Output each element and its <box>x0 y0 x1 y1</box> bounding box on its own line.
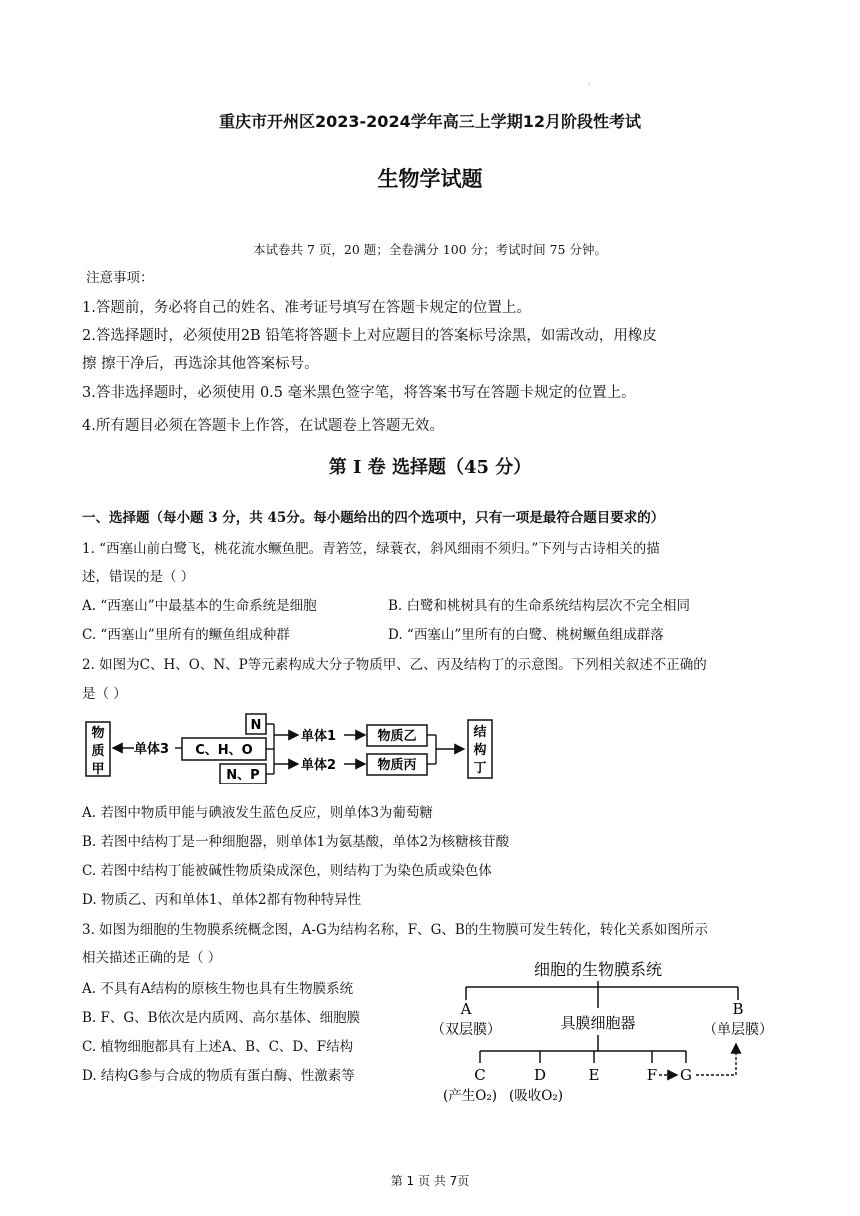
node-d: D <box>533 1066 547 1084</box>
q1-option-a: A. “西塞山”中最基本的生命系统是细胞 <box>82 598 317 614</box>
ding-char-1: 结 <box>473 725 487 740</box>
substance-yi: 物质乙 <box>377 729 417 744</box>
node-a-note: （双层膜） <box>431 1022 501 1038</box>
note-2-cont: 擦 擦干净后，再选涂其他答案标号。 <box>82 356 319 372</box>
node-a: A <box>460 1000 472 1018</box>
q1-stem: 1. “西塞山前白鹭飞，桃花流水鳜鱼肥。青箬笠，绿蓑衣，斜风细雨不须归。”下列与古诗相关的描 <box>82 541 660 557</box>
jia-char-3: 甲 <box>91 762 105 777</box>
note-4: 4.所有题目必须在答题卡上作答，在试题卷上答题无效。 <box>82 418 444 434</box>
note-1: 1.答题前，务必将自己的姓名、准考证号填写在答题卡规定的位置上。 <box>82 300 531 316</box>
q1-stem-cont: 述，错误的是（ ） <box>82 569 195 585</box>
exam-info: 本试卷共 7 页，20 题；全卷满分 100 分；考试时间 75 分钟。 <box>253 242 607 257</box>
q2-stem: 2. 如图为C、H、O、N、P等元素构成大分子物质甲、乙、丙及结构丁的示意图。下列相关叙述不正确的 <box>82 657 707 673</box>
note-3: 3.答非选择题时，必须使用 0.5 毫米黑色签字笔，将答案书写在答题卡规定的位置上。 <box>82 385 636 401</box>
node-c: C <box>474 1066 486 1084</box>
np-label: N、P <box>226 768 260 783</box>
q3-option-d: D. 结构G参与合成的物质有蛋白酶、性激素等 <box>82 1068 355 1084</box>
monomer3-label: 单体3 <box>134 742 170 757</box>
q2-option-a: A. 若图中物质甲能与碘液发生蓝色反应，则单体3为葡萄糖 <box>82 805 433 821</box>
ding-char-3: 丁 <box>473 761 487 776</box>
q3-stem: 3. 如图为细胞的生物膜系统概念图，A-G为结构名称，F、G、B的生物膜可发生转化，转化关系如图所示 <box>82 922 708 938</box>
q2-option-d: D. 物质乙、丙和单体1、单体2都有物种特异性 <box>82 892 362 908</box>
monomer2-label: 单体2 <box>301 758 337 773</box>
corner-mark: 。 <box>588 77 596 86</box>
q2-option-b: B. 若图中结构丁是一种细胞器，则单体1为氨基酸，单体2为核糖核苷酸 <box>82 834 510 850</box>
subject-title: 生物学试题 <box>377 167 483 191</box>
jia-char-2: 质 <box>91 744 105 759</box>
monomer1-label: 单体1 <box>301 729 337 744</box>
membrane-system-label: 细胞的生物膜系统 <box>533 960 663 979</box>
q3-option-b: B. F、G、B依次是内质网、高尔基体、细胞膜 <box>82 1010 361 1026</box>
node-f: F <box>646 1066 658 1084</box>
node-b-note: （单层膜） <box>703 1022 773 1038</box>
q1-option-b: B. 白鹭和桃树具有的生命系统结构层次不完全相同 <box>388 598 691 614</box>
page-footer: 第 1 页 共 7页 <box>390 1174 470 1188</box>
exam-title: 重庆市开州区2023-2024学年高三上学期12月阶段性考试 <box>219 112 641 131</box>
n-label: N <box>250 718 262 733</box>
notes-heading: 注意事项： <box>86 270 154 286</box>
q3-option-c: C. 植物细胞都具有上述A、B、C、D、F结构 <box>82 1039 354 1055</box>
q3-option-a: A. 不具有A结构的原核生物也具有生物膜系统 <box>82 981 354 997</box>
node-b: B <box>732 1000 744 1018</box>
node-e: E <box>588 1066 600 1084</box>
q1-option-c: C. “西塞山”里所有的鳜鱼组成种群 <box>82 627 290 643</box>
q3-membrane-diagram <box>420 952 780 1112</box>
q2-element-diagram <box>80 708 520 784</box>
q3-stem-cont: 相关描述正确的是（ ） <box>82 950 222 966</box>
part-title: 一、选择题（每小题 3 分，共 45分。每小题给出的四个选项中，只有一项是最符合题目要求的） <box>82 510 665 526</box>
node-c-note: (产生O₂) <box>442 1088 498 1104</box>
node-g: G <box>680 1066 692 1084</box>
q2-stem-cont: 是（ ） <box>82 686 127 702</box>
jia-char-1: 物 <box>91 726 105 741</box>
ding-char-2: 构 <box>473 743 487 758</box>
node-d-note: (吸收O₂) <box>508 1088 564 1104</box>
cho-label: C、H、O <box>195 743 253 758</box>
q1-option-d: D. “西塞山”里所有的白鹭、桃树鳜鱼组成群落 <box>388 627 664 643</box>
organelle-label: 具膜细胞器 <box>560 1014 636 1032</box>
section-title: 第 I 卷 选择题（45 分） <box>328 457 532 478</box>
q2-option-c: C. 若图中结构丁能被碱性物质染成深色，则结构丁为染色质或染色体 <box>82 863 492 879</box>
substance-bing: 物质丙 <box>377 758 417 773</box>
note-2: 2.答选择题时，必须使用2B 铅笔将答题卡上对应题目的答案标号涂黑，如需改动，用橡皮 <box>82 328 657 344</box>
